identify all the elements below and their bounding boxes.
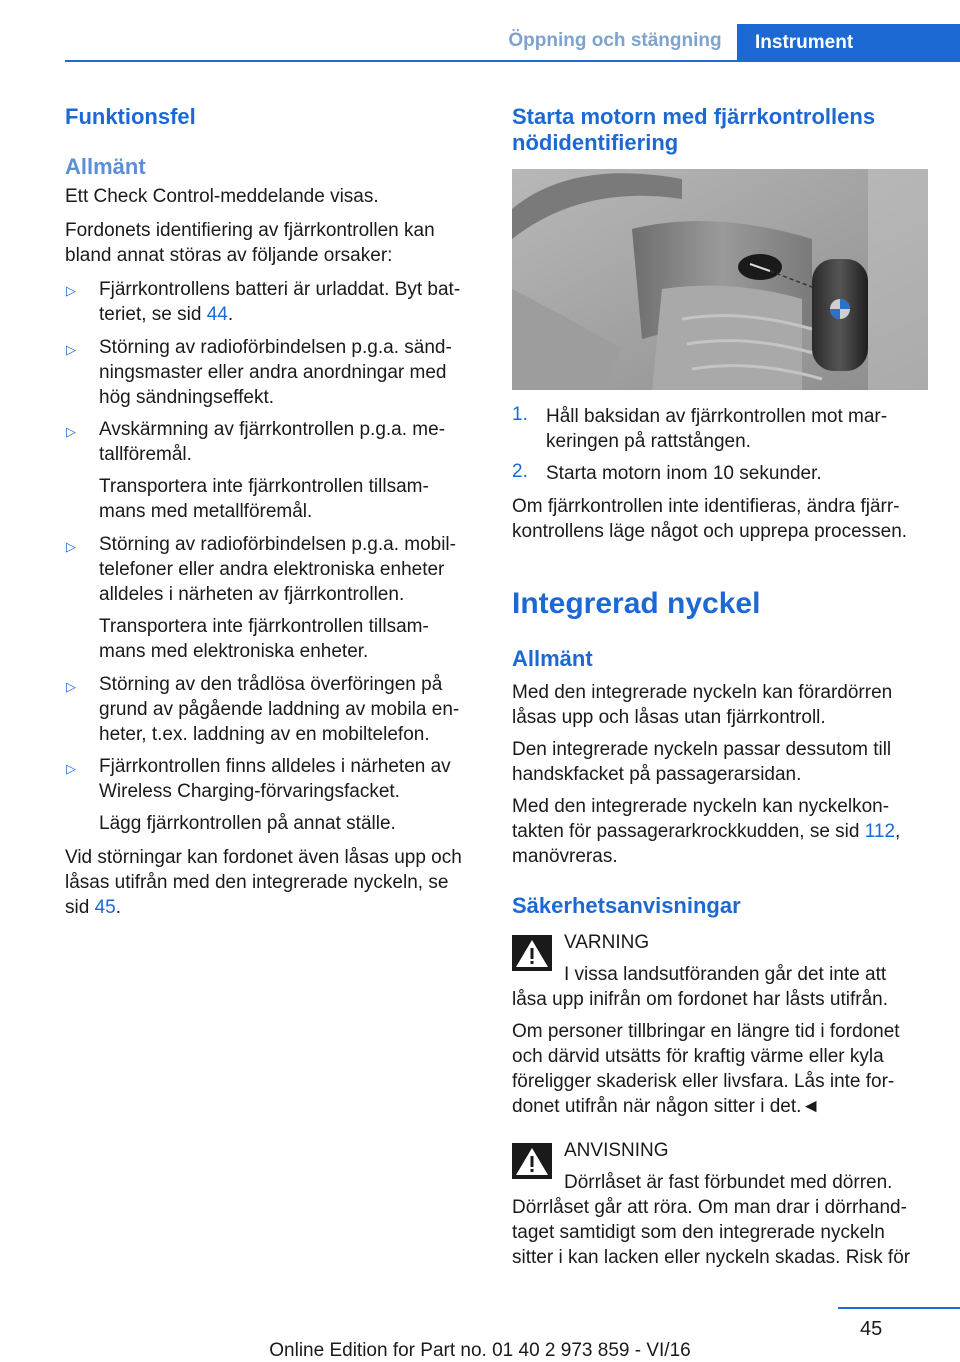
warning-text: I vissa landsutföranden går det inte att [564, 964, 887, 985]
bullet-text: Transportera inte fjärrkontrollen tillsam- [99, 616, 429, 637]
step-number: 2. [512, 461, 528, 482]
page-number: 45 [860, 1318, 883, 1340]
warning-text: donet utifrån när någon sitter i det.◄ [512, 1096, 821, 1117]
bullet-text: hög sändningseffekt. [99, 387, 275, 408]
page-link[interactable]: 44 [206, 304, 228, 325]
paragraph: bland annat störas av följande orsaker: [65, 245, 393, 266]
warning-triangle-icon [512, 1143, 552, 1179]
header-divider [65, 60, 737, 62]
bullet-text: Störning av den trådlösa överföringen på [99, 674, 443, 695]
bullet-triangle-icon: ▷ [66, 283, 76, 298]
warning-text: Om personer tillbringar en längre tid i fordonet [512, 1021, 900, 1042]
bullet-text: Avskärmning av fjärrkontrollen p.g.a. me- [99, 419, 446, 440]
subheading-sakerhetsanvisningar: Säkerhetsanvisningar [512, 893, 741, 918]
bullet-text: teriet, se sid 44. [99, 304, 234, 325]
step-text: keringen på rattstången. [546, 431, 751, 452]
bullet-text: Störning av radioförbindelsen p.g.a. sänd- [99, 337, 452, 358]
bullet-text: Lägg fjärrkontrollen på annat ställe. [99, 813, 396, 834]
bullet-text: grund av pågående laddning av mobila en- [99, 699, 460, 720]
footer-edition: Online Edition for Part no. 01 40 2 973 859 - VI/16 [269, 1340, 691, 1361]
paragraph: låsas utifrån med den integrerade nyckeln, se [65, 872, 449, 893]
section-title-nodidentifiering: Starta motorn med fjärrkontrollens nödidentifiering [512, 104, 876, 155]
paragraph: Vid störningar kan fordonet även låsas upp och [65, 847, 462, 868]
header-section-title: Öppning och stängning [508, 30, 722, 51]
paragraph: Ett Check Control-meddelande visas. [65, 186, 379, 207]
warning-text: sitter i kan lacken eller nyckeln skadas. Risk för [512, 1247, 911, 1268]
paragraph: manövreras. [512, 846, 618, 867]
paragraph: kontrollens läge något och upprepa processen. [512, 521, 908, 542]
paragraph: handskfacket på passagerarsidan. [512, 764, 802, 785]
bullet-triangle-icon: ▷ [66, 761, 76, 776]
bullet-text: Fjärrkontrollens batteri är urladdat. Byt bat- [99, 279, 461, 300]
header-chapter-tab: Instrument [737, 24, 960, 62]
bullet-text: Fjärrkontrollen finns alldeles i närheten av [99, 756, 451, 777]
bullet-text: mans med elektroniska enheter. [99, 641, 369, 662]
bullet-text: Störning av radioförbindelsen p.g.a. mobil- [99, 534, 456, 555]
subheading-allmant: Allmänt [65, 154, 146, 179]
bullet-text: tallföremål. [99, 444, 192, 465]
section-title-funktionsfel: Funktionsfel [65, 104, 196, 129]
warning-label: VARNING [564, 932, 650, 953]
bullet-text: ningsmaster eller andra anordningar med [99, 362, 447, 383]
bullet-triangle-icon: ▷ [66, 424, 76, 439]
paragraph: Den integrerade nyckeln passar dessutom till [512, 739, 892, 760]
warning-label: ANVISNING [564, 1140, 669, 1161]
step-number: 1. [512, 404, 528, 425]
step-text: Starta motorn inom 10 sekunder. [546, 463, 822, 484]
paragraph: Om fjärrkontrollen inte identifieras, ändra fjärr- [512, 496, 900, 517]
page-link[interactable]: 45 [94, 897, 116, 918]
warning-text: taget samtidigt som den integrerade nyckeln [512, 1222, 885, 1243]
page-header [0, 0, 960, 62]
bullet-text: mans med metallföremål. [99, 501, 313, 522]
paragraph: takten för passagerarkrockkudden, se sid 112, [512, 821, 901, 842]
section-title-integrerad-nyckel: Integrerad nyckel [512, 587, 761, 620]
warning-triangle-icon [512, 935, 552, 971]
bullet-triangle-icon: ▷ [66, 539, 76, 554]
paragraph: Med den integrerade nyckeln kan förardörren [512, 682, 893, 703]
subheading-allmant: Allmänt [512, 646, 593, 671]
paragraph: sid 45. [65, 897, 121, 918]
steering-column-key-illustration [512, 169, 928, 390]
bullet-text: heter, t.ex. laddning av en mobiltelefon. [99, 724, 430, 745]
bullet-text: alldeles i närheten av fjärrkontrollen. [99, 584, 405, 605]
paragraph: låsas upp och låsas utan fjärrkontroll. [512, 707, 826, 728]
bullet-text: telefoner eller andra elektroniska enheter [99, 559, 445, 580]
paragraph: Fordonets identifiering av fjärrkontrollen kan [65, 220, 435, 241]
bullet-text: Wireless Charging-förvaringsfacket. [99, 781, 400, 802]
warning-text: Dörrlåset är fast förbundet med dörren. [564, 1172, 893, 1193]
bullet-triangle-icon: ▷ [66, 679, 76, 694]
page-link[interactable]: 112 [864, 821, 896, 842]
warning-text: låsa upp inifrån om fordonet har låsts utifrån. [512, 989, 888, 1010]
footer-divider [838, 1307, 960, 1309]
warning-text: föreligger skaderisk eller livsfara. Lås inte for- [512, 1071, 895, 1092]
warning-text: och därvid utsätts för kraftig värme eller kyla [512, 1046, 884, 1067]
bullet-text: Transportera inte fjärrkontrollen tillsam- [99, 476, 429, 497]
paragraph: Med den integrerade nyckeln kan nyckelkon- [512, 796, 890, 817]
bullet-triangle-icon: ▷ [66, 342, 76, 357]
warning-text: Dörrlåset går att röra. Om man drar i dörrhand- [512, 1197, 907, 1218]
step-text: Håll baksidan av fjärrkontrollen mot mar- [546, 406, 888, 427]
